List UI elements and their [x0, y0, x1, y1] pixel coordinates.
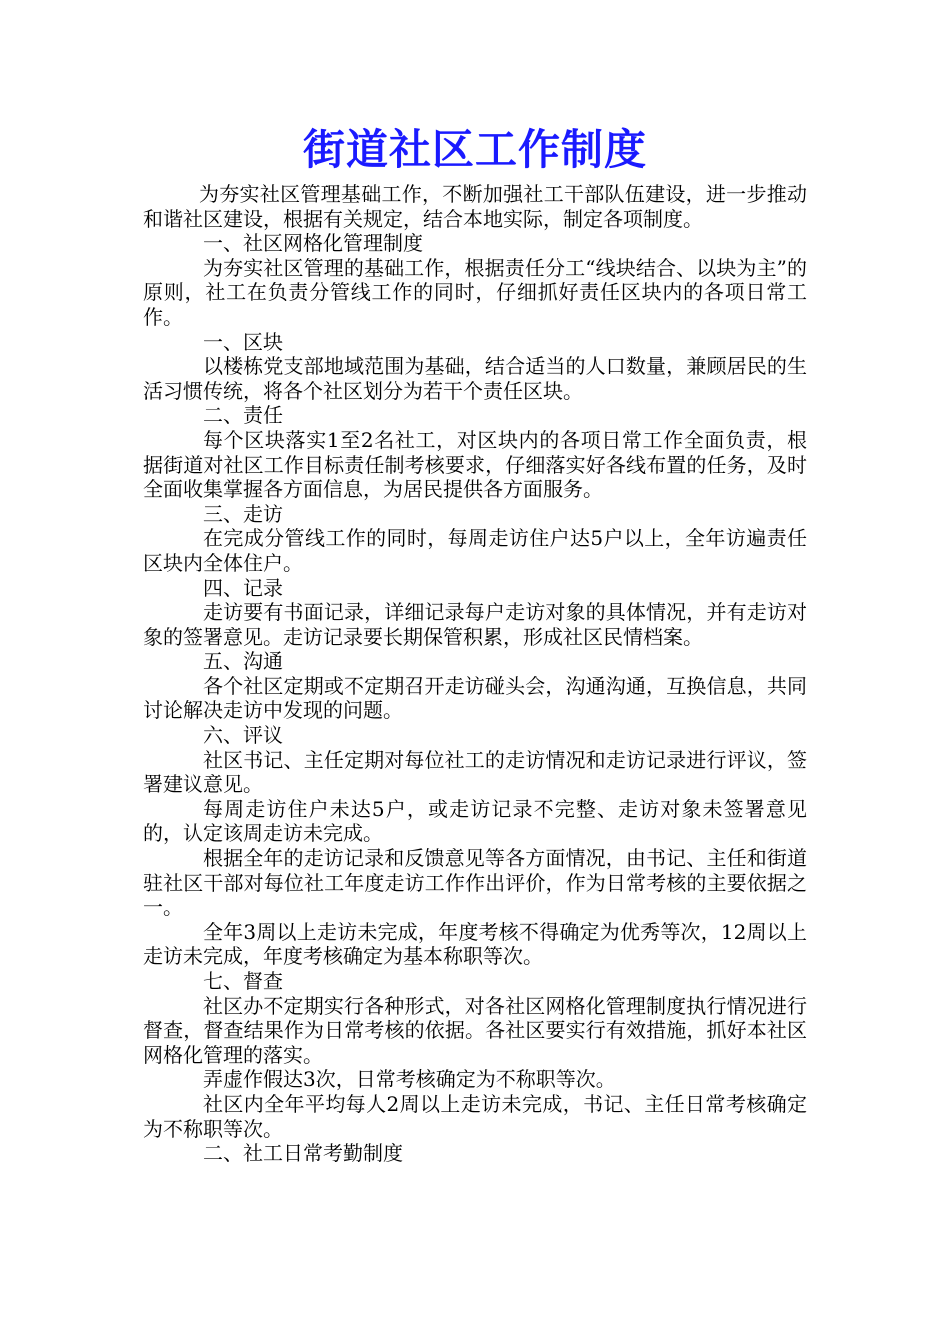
- body-paragraph: 社区办不定期实行各种形式，对各社区网格化管理制度执行情况进行督查，督查结果作为日常考核的依据。各社区要实行有效措施，抓好本社区网格化管理的落实。: [143, 993, 807, 1067]
- body-paragraph: 在完成分管线工作的同时，每周走访住户达5户以上，全年访遍责任区块内全体住户。: [143, 526, 807, 575]
- section-heading: 五、沟通: [203, 649, 283, 674]
- body-paragraph: 社区内全年平均每人2周以上走访未完成，书记、主任日常考核确定为不称职等次。: [143, 1091, 807, 1141]
- section-heading: 二、社工日常考勤制度: [203, 1141, 403, 1166]
- section-heading: 三、走访: [203, 501, 283, 526]
- body-paragraph: 根据全年的走访记录和反馈意见等各方面情况，由书记、主任和街道驻社区干部对每位社工年度走访工作作出评价，作为日常考核的主要依据之一。: [143, 846, 807, 920]
- section-heading: 一、区块: [203, 329, 283, 354]
- section-heading: 四、记录: [203, 575, 283, 600]
- document-title: 街道社区工作制度: [302, 125, 647, 174]
- body-paragraph: 每周走访住户未达5户，或走访记录不完整、走访对象未签署意见的，认定该周走访未完成。: [143, 796, 807, 846]
- body-paragraph: 以楼栋党支部地域范围为基础，结合适当的人口数量，兼顾居民的生活习惯传统，将各个社区划分为若干个责任区块。: [143, 354, 807, 403]
- body-paragraph: 为夯实社区管理基础工作，不断加强社工干部队伍建设，进一步推动和谐社区建设，根据有关规定，结合本地实际，制定各项制度。: [143, 182, 807, 231]
- body-paragraph: 各个社区定期或不定期召开走访碰头会，沟通沟通，互换信息，共同讨论解决走访中发现的问题。: [143, 673, 807, 723]
- body-paragraph: 走访要有书面记录，详细记录每户走访对象的具体情况，并有走访对象的签署意见。走访记录要长期保管积累，形成社区民情档案。: [143, 600, 807, 649]
- document-page: [143, 118, 807, 1166]
- body-paragraph: 每个区块落实1至2名社工，对区块内的各项日常工作全面负责，根据街道对社区工作目标责任制考核要求，仔细落实好各线布置的任务，及时全面收集掌握各方面信息，为居民提供各方面服务。: [143, 427, 807, 502]
- body-paragraph: 全年3周以上走访未完成，年度考核不得确定为优秀等次，12周以上走访未完成，年度考核确定为基本称职等次。: [143, 919, 807, 969]
- section-heading: 一、社区网格化管理制度: [203, 231, 423, 256]
- body-paragraph: 为夯实社区管理的基础工作，根据责任分工“线块结合、以块为主”的原则，社工在负责分管线工作的同时，仔细抓好责任区块内的各项日常工作。: [143, 255, 807, 329]
- body-paragraph: 社区书记、主任定期对每位社工的走访情况和走访记录进行评议，签署建议意见。: [143, 747, 807, 797]
- section-heading: 二、责任: [203, 403, 283, 428]
- body-paragraph: 弄虚作假达3次，日常考核确定为不称职等次。: [203, 1067, 616, 1092]
- section-heading: 六、评议: [203, 723, 283, 748]
- document-body: [143, 182, 807, 1166]
- section-heading: 七、督查: [203, 969, 283, 993]
